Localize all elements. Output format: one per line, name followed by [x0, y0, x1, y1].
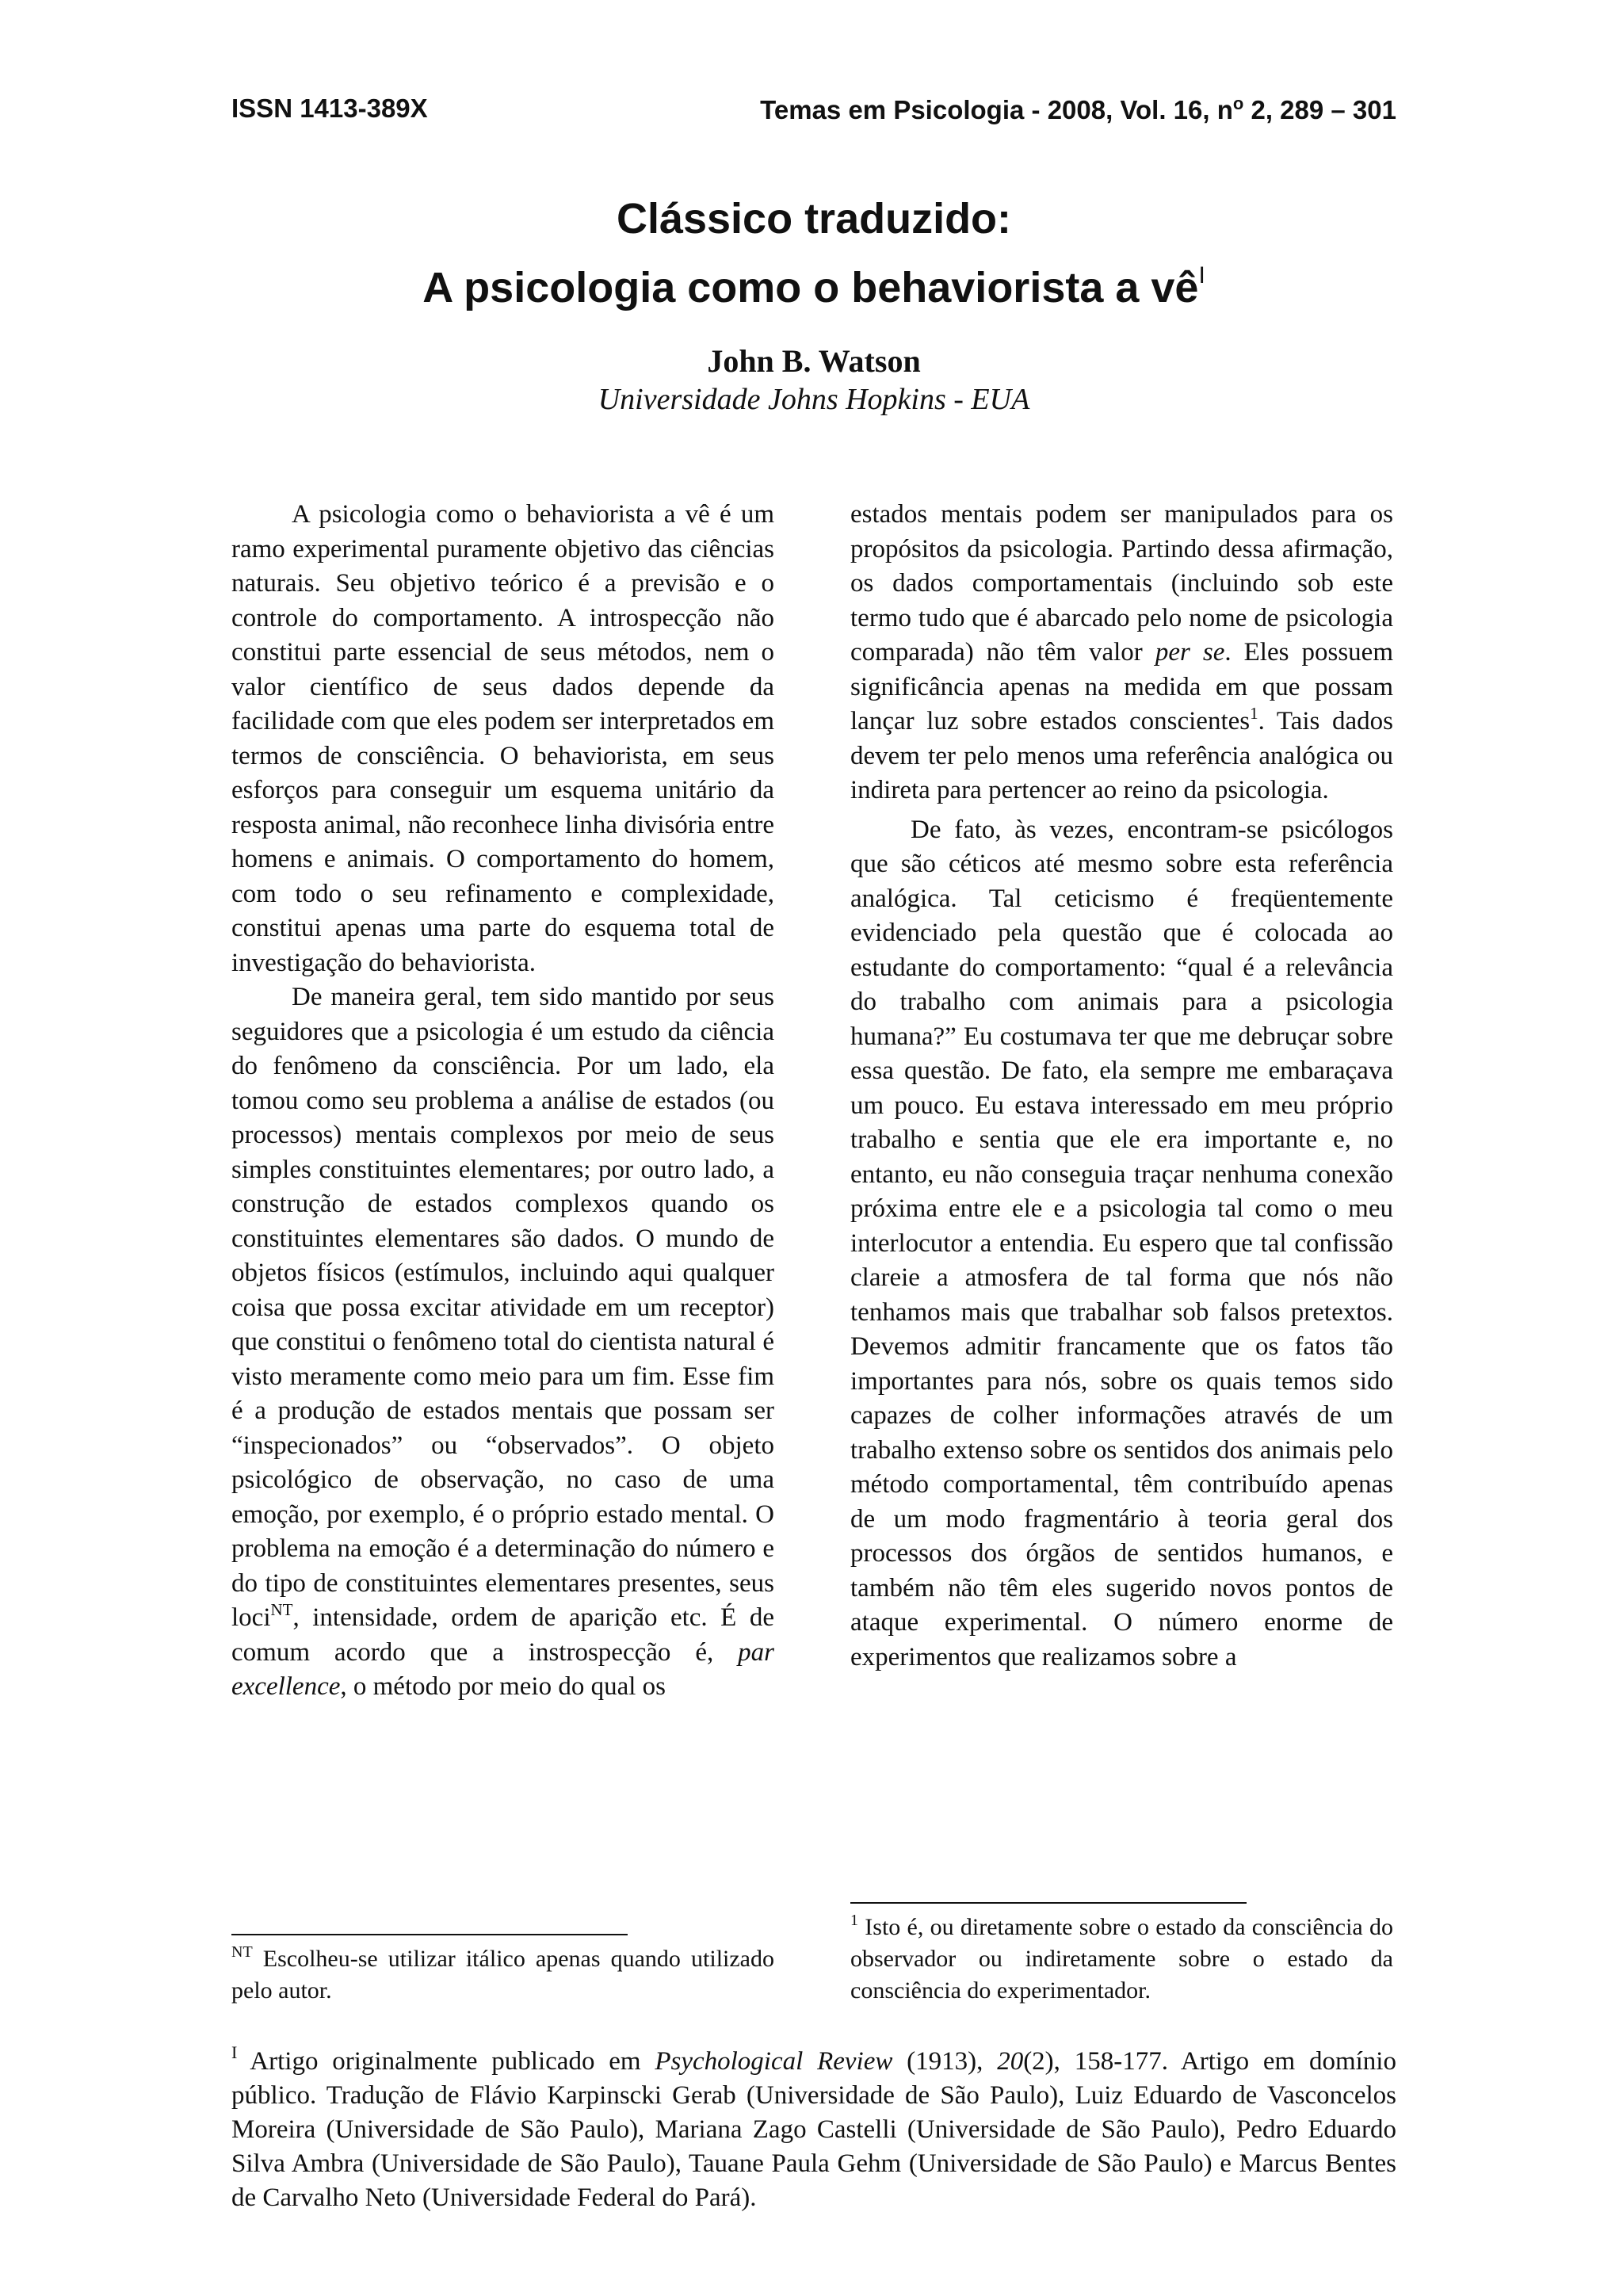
paragraph-text: , o método por meio do qual os [340, 1672, 666, 1701]
paragraph: De fato, às vezes, encontram-se psicólogos que são céticos até mesmo sobre esta referência analógica. Tal ceticismo é freqüentemente evidenciado pela questão que é colocada ao estudante do comportamento: “qual é a relevância do trabalho com animais para a psicologia humana?” Eu costumava ter que me debruçar sobre essa questão. De fato, ela sempre me embaraçava um pouco. Eu estava interessado em meu próprio trabalho e sentia que ele era importante e, no entanto, eu não conseguia traçar nenhuma conexão próxima entre ele e a psicologia tal como o meu interlocutor a entendia. Eu espero que tal confissão clareie a atmosfera de tal forma que nós não tenhamos mais que trabalhar sob falsos pretextos. Devemos admitir francamente que os fatos tão importantes para nós, sobre os quais temos sido capazes de colher informações através de um trabalho extenso sobre os sentidos dos animais pelo método comportamental, têm contribuído apenas de um modo fragmentário à teoria geral dos processos dos órgãos de sentidos humanos, e também não têm eles sugerido novos pontos de ataque experimental. O número enorme de experimentos que realizamos sobre a [850, 815, 1393, 1671]
running-header [231, 94, 1396, 141]
issn-label: ISSN 1413-389X [231, 94, 428, 123]
publication-note-mark: I [231, 2042, 238, 2062]
volume-number: 20 [997, 2047, 1024, 2076]
title-line-2 [231, 247, 1396, 316]
journal-name: Psychological Review [655, 2047, 893, 2076]
title-line-1: Clássico traduzido: [616, 195, 1012, 243]
footnote-nt-text: Escolheu-se utilizar itálico apenas quando utilizado pelo autor. [231, 1946, 774, 2004]
paragraph-text: De maneira geral, tem sido mantido por seus seguidores que a psicologia é um estudo da ciência do fenômeno da consciência. Por um lado, ela tomou como seu problema a análise de estados (ou processos) mentais complexos por meio de seus simples constituintes elementares; por outro lado, a construção de estados complexos quando os constituintes elementares são dados. O mundo de objetos físicos (estímulos, incluindo aqui qualquer coisa que possa excitar atividade em um receptor) que constitui o fenômeno total do cientista natural é visto meramente como meio para um fim. Esse fim é a produção de estados mentais que possam ser “inspecionados” ou “observados”. O objeto psicológico de observação, no caso de uma emoção, por exemplo, é o próprio estado mental. O problema na emoção é a determinação do número e do tipo de constituintes elementares presentes, seus loci [231, 983, 774, 1632]
journal-citation-prefix: Temas em Psicologia - 2008, Vol. 16, n [760, 95, 1233, 124]
left-column [231, 498, 774, 1912]
journal-number-sup: o [1232, 94, 1244, 113]
footnote-nt [231, 1943, 774, 2007]
paragraph-text: , intensidade, ordem de aparição etc. É de comum acordo que a instrospecção é, [231, 1603, 774, 1667]
publication-note-text: (2), 158-177. Artigo em domínio público. Tradução de Flávio Karpinscki Gerab (Universidade de São Paulo), Luiz Eduardo de Vasconcelos Moreira (Universidade de São Paulo), Mariana Zago Castelli (Universidade de São Paulo), Pedro Eduardo Silva Ambra (Universidade de São Paulo), Tauane Paula Gehm (Universidade de São Paulo) e Marcus Bentes de Carvalho Neto (Universidade Federal do Pará). [231, 2047, 1396, 2212]
publication-note-text: Artigo originalmente publicado em [237, 2047, 655, 2076]
paragraph [231, 980, 774, 1705]
title-footnote-mark: I [1198, 262, 1205, 288]
footnote-1 [850, 1912, 1393, 2007]
author-name: John B. Watson [707, 343, 921, 379]
title-line-2-text: A psicologia como o behaviorista a vê [422, 264, 1199, 311]
footnote-divider [850, 1902, 1247, 1904]
footnote-nt-mark: NT [231, 1943, 253, 1961]
footnote-1-number: 1 [850, 1912, 858, 1929]
right-column [850, 498, 1393, 1912]
italic-term: par excellence [231, 1637, 774, 1701]
article-title [231, 190, 1396, 316]
publication-note [231, 2042, 1396, 2215]
footnote-1-mark: 1 [1250, 704, 1258, 723]
nt-footnote-mark: NT [270, 1600, 293, 1619]
paragraph-text: . Tais dados devem ter pelo menos uma referência analógica ou indireta para pertencer ao reino da psicologia. [850, 707, 1393, 804]
paragraph-text: . Eles possuem significância apenas na medida em que possam lançar luz sobre estados conscientes [850, 638, 1393, 735]
paragraph [850, 498, 1393, 808]
italic-term: per se [1155, 638, 1225, 667]
footnote-divider [231, 1934, 628, 1935]
author-affiliation: Universidade Johns Hopkins - EUA [598, 383, 1030, 416]
footnote-1-text: Isto é, ou diretamente sobre o estado da consciência do observador ou indiretamente sobre o estado da consciência do experimentador. [850, 1914, 1393, 2004]
paragraph-text: estados mentais podem ser manipulados para os propósitos da psicologia. Partindo dessa afirmação, os dados comportamentais (incluindo sob este termo tudo que é abarcado pelo nome de psicologia comparada) não têm valor [850, 500, 1393, 667]
publication-note-text: (1913), [892, 2047, 998, 2076]
journal-citation-suffix: 2, 289 – 301 [1243, 95, 1396, 124]
journal-citation [760, 94, 1396, 125]
paragraph: A psicologia como o behaviorista a vê é um ramo experimental puramente objetivo das ciências naturais. Seu objetivo teórico é a previsão e o controle do comportamento. A introspecção não constitui parte essencial de seus métodos, nem o valor científico de seus dados depende da facilidade com que eles podem ser interpretados em termos de consciência. O behaviorista, em seus esforços para conseguir um esquema unitário da resposta animal, não reconhece linha divisória entre homens e animais. O comportamento do homem, com todo o seu refinamento e complexidade, constitui apenas uma parte do esquema total de investigação do behaviorista. [231, 500, 774, 977]
